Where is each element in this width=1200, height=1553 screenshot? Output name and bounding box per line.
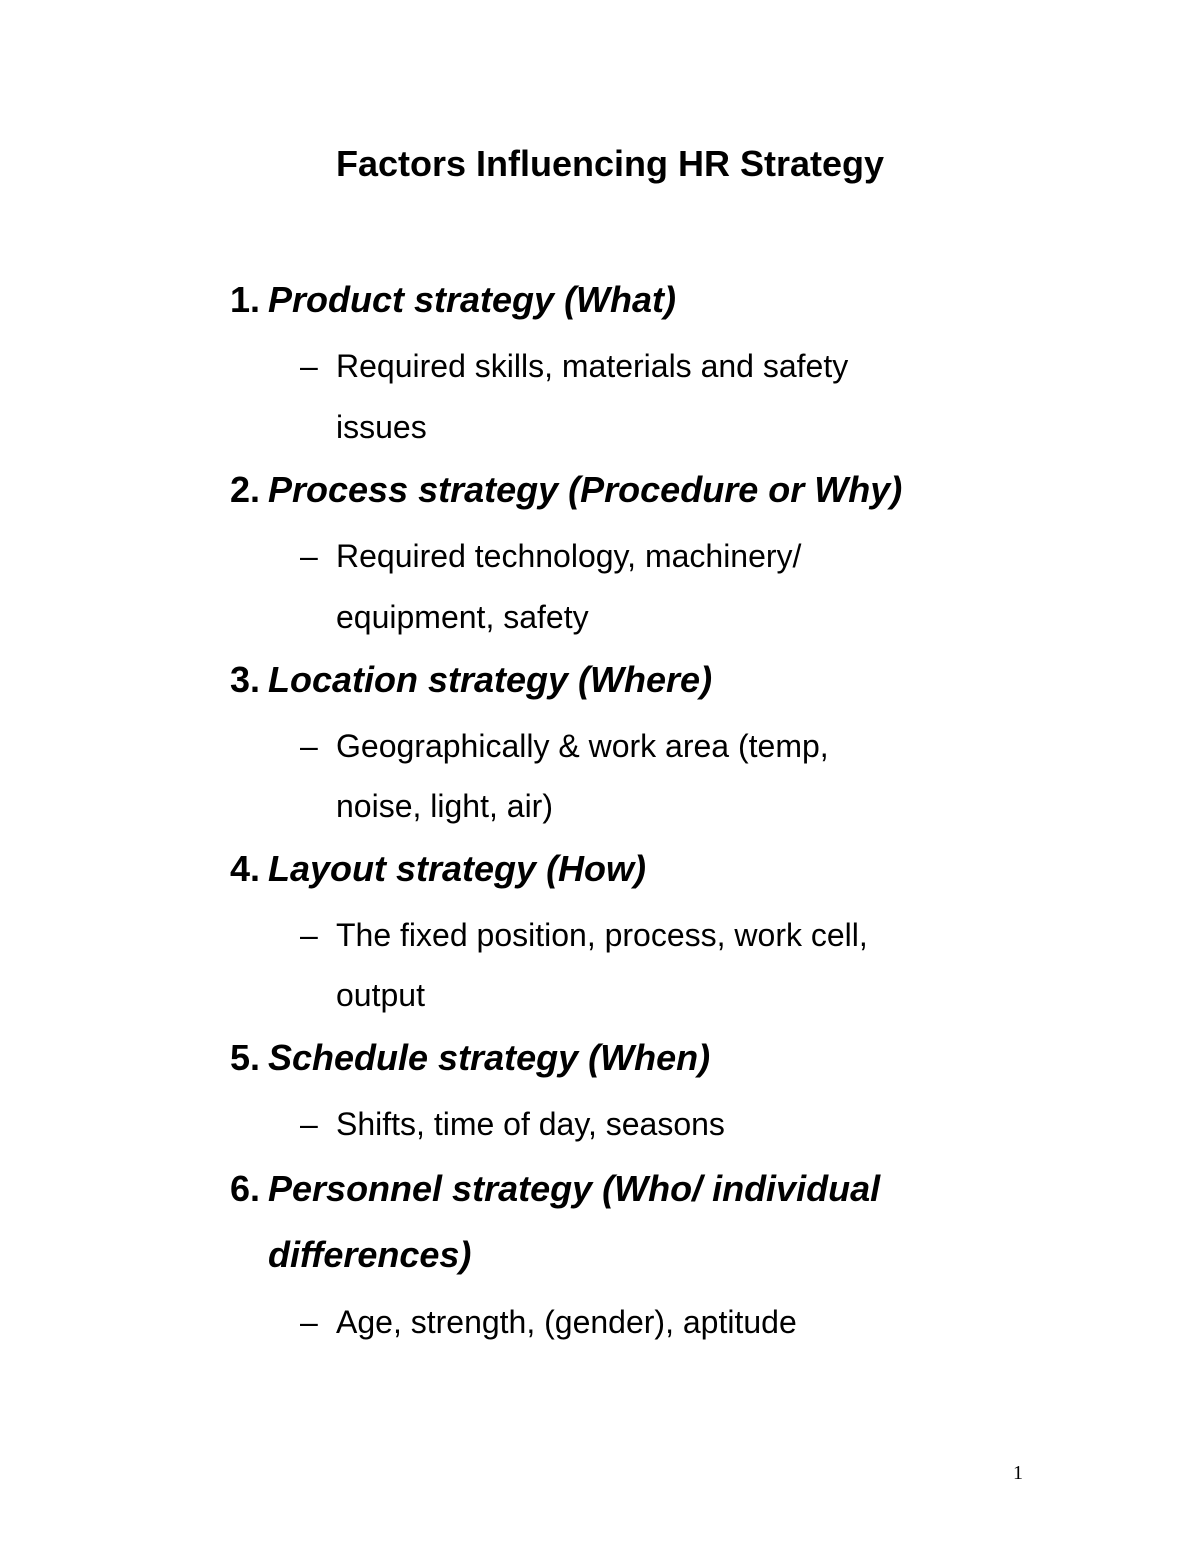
factor-detail-6 (300, 1300, 797, 1344)
factor-detail-2 (300, 534, 801, 578)
factor-number: 6. (230, 1168, 261, 1209)
document-title: Factors Influencing HR Strategy (335, 143, 885, 184)
page-number: 1 (1013, 1462, 1023, 1484)
factor-detail-2-continuation: equipment, safety (336, 599, 589, 635)
factor-heading-text: Personnel strategy (Who/ individual (268, 1168, 881, 1209)
factor-heading-4 (230, 847, 646, 891)
factor-heading-1 (230, 278, 676, 322)
dash-bullet: – (300, 1106, 318, 1142)
factor-detail-text: Required skills, materials and safety (336, 348, 849, 384)
factor-number: 2. (230, 469, 261, 510)
factor-detail-5 (300, 1102, 725, 1146)
factor-detail-text: Shifts, time of day, seasons (336, 1106, 725, 1142)
factor-heading-6 (230, 1167, 880, 1211)
factor-heading-text: Location strategy (Where) (268, 659, 713, 700)
factor-heading-6-continuation: differences) (268, 1234, 472, 1275)
factor-detail-text: Geographically & work area (temp, (336, 728, 829, 764)
factor-heading-text: Schedule strategy (When) (268, 1037, 711, 1078)
dash-bullet: – (300, 728, 318, 764)
factor-detail-text: Age, strength, (gender), aptitude (336, 1304, 797, 1340)
factor-heading-5 (230, 1036, 710, 1080)
factor-detail-1 (300, 344, 848, 388)
factor-heading-3 (230, 658, 712, 702)
factor-number: 5. (230, 1037, 261, 1078)
dash-bullet: – (300, 348, 318, 384)
factor-detail-4 (300, 913, 868, 957)
dash-bullet: – (300, 917, 318, 953)
factor-detail-1-continuation: issues (336, 409, 427, 445)
dash-bullet: – (300, 1304, 318, 1340)
factor-heading-text: Process strategy (Procedure or Why) (268, 469, 903, 510)
factor-detail-3 (300, 724, 829, 768)
factor-heading-2 (230, 468, 902, 512)
factor-heading-text: Product strategy (What) (268, 279, 677, 320)
factor-detail-3-continuation: noise, light, air) (336, 788, 553, 824)
factor-detail-4-continuation: output (336, 977, 425, 1013)
factor-number: 4. (230, 848, 261, 889)
factor-detail-text: The fixed position, process, work cell, (336, 917, 868, 953)
factor-number: 3. (230, 659, 261, 700)
factor-number: 1. (230, 279, 261, 320)
dash-bullet: – (300, 538, 318, 574)
factor-heading-text: Layout strategy (How) (268, 848, 647, 889)
factor-detail-text: Required technology, machinery/ (336, 538, 802, 574)
